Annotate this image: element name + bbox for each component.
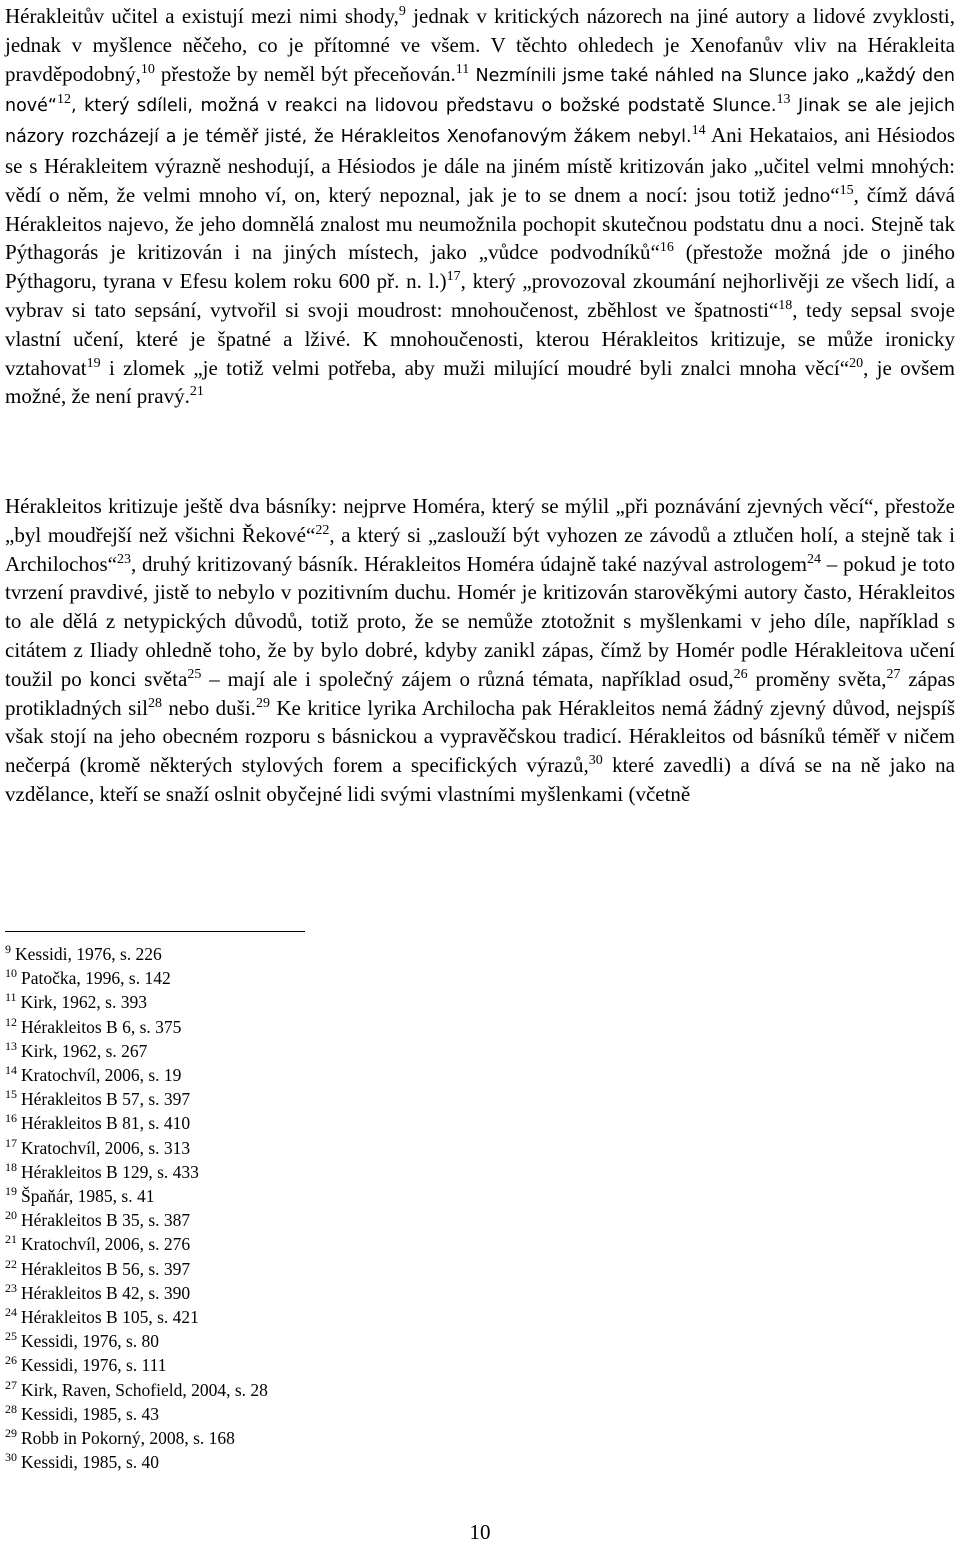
footnote-number: 11 xyxy=(5,990,17,1005)
text-run: , který „provozoval zkoumání nejhorlivěji ze všech lidí, a vybrav si tato sepsání, vytvořil si svoji moudrost: mnohoučenost, zběhlost ve špatnosti“ xyxy=(5,269,955,322)
footnote-citation: Hérakleitos B 42, s. 390 xyxy=(21,1282,191,1303)
footnote-citation: Kessidi, 1985, s. 40 xyxy=(21,1452,160,1473)
footnote-citation: Kratochvíl, 2006, s. 19 xyxy=(21,1065,182,1086)
footnote-marker: 28 xyxy=(147,695,162,711)
footnote-number: 23 xyxy=(5,1280,17,1295)
footnote-item xyxy=(5,1111,605,1135)
footnote-item xyxy=(5,1208,605,1232)
text-run: které zavedli) a dívá se na ně jako na vzdělance, kteří se snaží oslnit obyčejné lidi svými vlastními myšlenkami (včetně xyxy=(5,753,955,806)
footnote-marker: 12 xyxy=(57,92,71,108)
footnote-marker: 19 xyxy=(86,355,101,371)
body-paragraph-1 xyxy=(5,2,955,411)
footnote-marker: 17 xyxy=(446,269,461,285)
footnote-number: 12 xyxy=(5,1014,17,1029)
text-run: , je ovšem možné, že není pravý. xyxy=(5,355,956,409)
text-run: (přestože možná jde o jiného Pýthagoru, tyrana v Efesu kolem roku 600 př. n. l.) xyxy=(5,240,955,294)
text-run: – pokud je toto tvrzení pravdivé, jistě to nebylo v pozitivním duchu. Homér je kritizován starověkými autory často, Hérakleitos to ale dělá z netypických důvodů, totiž proto, že se nemůže ztotožnit s myšlenkami v jeho díle, například s citátem z Iliady ohledně toho, že by bylo dobré, kdyby zanikl zápas, čímž by Homér podle Hérakleitova učení toužil po konci světa xyxy=(5,551,955,691)
footnote-marker: 15 xyxy=(839,182,854,198)
text-run: nebo duši. xyxy=(161,695,256,720)
text-run: přestože by neměl být přeceňován. xyxy=(154,61,456,86)
footnote-item xyxy=(5,1426,605,1450)
footnote-number: 9 xyxy=(5,942,11,956)
footnote-citation: Hérakleitos B 6, s. 375 xyxy=(21,1016,182,1037)
footnote-citation: Hérakleitos B 56, s. 397 xyxy=(21,1258,191,1279)
footnote-citation: Kratochvíl, 2006, s. 276 xyxy=(21,1234,191,1255)
footnote-marker: 21 xyxy=(189,384,204,400)
footnote-number: 19 xyxy=(5,1184,17,1199)
footnote-item xyxy=(5,1329,605,1353)
footnote-marker: 14 xyxy=(691,123,706,139)
footnote-item xyxy=(5,1353,605,1377)
footnote-item xyxy=(5,1257,605,1281)
footnote-citation: Kirk, 1962, s. 393 xyxy=(20,992,147,1013)
footnote-number: 29 xyxy=(5,1426,17,1441)
footnote-number: 24 xyxy=(5,1305,17,1320)
footnote-item xyxy=(5,1063,605,1087)
footnote-citation: Špaňár, 1985, s. 41 xyxy=(21,1186,155,1207)
paragraph-text xyxy=(5,492,955,809)
footnote-item xyxy=(5,990,605,1014)
footnote-item xyxy=(5,1281,605,1305)
footnote-number: 14 xyxy=(5,1063,17,1078)
footnote-citation: Hérakleitos B 129, s. 433 xyxy=(21,1161,199,1182)
footnote-citation: Kirk, 1962, s. 267 xyxy=(21,1040,148,1061)
footnote-number: 21 xyxy=(5,1232,17,1247)
text-run: , a který si „zaslouží být vyhozen ze závodů a ztlučen holí, a stejně tak i Archilochos“ xyxy=(5,522,955,576)
footnote-marker: 18 xyxy=(778,297,793,313)
text-run: zápas protikladných sil xyxy=(5,666,955,720)
footnote-citation: Patočka, 1996, s. 142 xyxy=(21,968,171,989)
text-run: Hérakleitos kritizuje ještě dva básníky: nejprve Homéra, který se mýlil „při poznávání zjevných věcí“, přestože „byl moudřejší než všichni Řekové“ xyxy=(5,494,955,547)
footnote-marker: 23 xyxy=(116,551,131,567)
footnote-marker: 20 xyxy=(849,355,864,371)
footnote-marker: 26 xyxy=(733,666,748,682)
footnote-number: 28 xyxy=(5,1401,17,1416)
footnote-marker: 10 xyxy=(140,61,155,77)
footnotes-list xyxy=(5,942,605,1474)
footnote-citation: Kessidi, 1976, s. 111 xyxy=(21,1355,167,1376)
footnote-citation: Kessidi, 1976, s. 80 xyxy=(21,1331,160,1352)
footnote-number: 26 xyxy=(5,1353,17,1368)
footnote-number: 18 xyxy=(5,1159,17,1174)
footnote-marker: 25 xyxy=(187,666,202,682)
footnote-item xyxy=(5,942,605,966)
footnote-marker: 30 xyxy=(588,753,603,769)
footnote-number: 30 xyxy=(5,1450,17,1465)
text-run: Ke kritice lyrika Archilocha pak Hérakleitos nemá žádný zjevný důvod, nejspíš však stojí na jeho obecném rozporu s básnickou a vypravěčskou tradicí. Hérakleitos od básníků téměř v ničem nečerpá (kromě některých stylových forem a specifických výrazů, xyxy=(5,695,955,778)
footnote-item xyxy=(5,1160,605,1184)
footnote-marker: 24 xyxy=(807,551,822,567)
footnote-marker: 27 xyxy=(886,666,901,682)
footnote-number: 25 xyxy=(5,1329,17,1344)
text-run: jednak v kritických názorech na jiné autory a lidové zvyklosti, jednak v myšlence něčeho, co je přítomné ve všem. V těchto ohledech je Xenofanův vliv na Hérakleita pravděpodobný, xyxy=(5,4,955,86)
footnote-marker: 13 xyxy=(776,92,791,108)
text-run: i zlomek „je totiž velmi potřeba, aby muži milující moudré byli znalci mnoha věcí“ xyxy=(100,355,850,380)
footnote-marker: 16 xyxy=(659,240,674,256)
footnote-item xyxy=(5,1305,605,1329)
page-number: 10 xyxy=(469,1520,491,1544)
body-paragraph-2 xyxy=(5,492,955,809)
footnote-number: 15 xyxy=(5,1087,17,1102)
footnote-number: 17 xyxy=(5,1135,17,1150)
footnote-citation: Kessidi, 1976, s. 226 xyxy=(15,944,162,964)
footnote-marker: 9 xyxy=(398,4,406,19)
text-run: , čímž dává Hérakleitos najevo, že jeho domnělá znalost mu neumožnila pochopit skutečnou podstatu dnu a noci. Stejně tak Pýthagorás je kritizován i na jiných místech, jako „vůdce podvodníků“ xyxy=(5,182,955,265)
footnote-citation: Hérakleitos B 35, s. 387 xyxy=(21,1210,191,1231)
footnote-citation: Hérakleitos B 105, s. 421 xyxy=(21,1307,199,1328)
text-run: Hérakleitův učitel a existují mezi nimi shody, xyxy=(5,4,399,28)
text-run: Ani Hekataios, ani Hésiodos se s Hérakleitem výrazně neshodují, a Hésiodos je dále na jiném místě kritizován jako „učitel velmi mnohých: vědí o něm, že velmi mnoho ví, on, který nepoznal, jak je to se dnem a nocí: jsou totiž jedno“ xyxy=(5,123,955,207)
footnote-item xyxy=(5,1378,605,1402)
text-run-sans: , který sdíleli, možná v reakci na lidovou představu o božské podstatě Slunce. xyxy=(71,96,777,117)
footnote-item xyxy=(5,966,605,990)
footnote-citation: Robb in Pokorný, 2008, s. 168 xyxy=(21,1428,235,1449)
footnote-marker: 11 xyxy=(455,61,470,77)
footnote-citation: Hérakleitos B 81, s. 410 xyxy=(21,1113,191,1134)
footnote-number: 22 xyxy=(5,1256,17,1271)
footnote-citation: Hérakleitos B 57, s. 397 xyxy=(21,1089,191,1110)
footnote-number: 10 xyxy=(5,966,17,981)
text-run: proměny světa, xyxy=(747,666,887,691)
text-run-sans: Jinak se ale jejich názory rozcházejí a je téměř jisté, že Hérakleitos Xenofanovým žákem nebyl. xyxy=(5,96,955,148)
footnote-citation: Kirk, Raven, Schofield, 2004, s. 28 xyxy=(21,1379,268,1400)
footnote-item xyxy=(5,1402,605,1426)
text-run: , tedy sepsal svoje vlastní učení, které je špatné a lživé. K mnohoučenosti, kterou Hérakleitos kritizuje, se může ironicky vztahovat xyxy=(5,297,956,380)
footnote-citation: Kessidi, 1985, s. 43 xyxy=(21,1403,160,1424)
footnote-number: 16 xyxy=(5,1111,17,1126)
footnote-item xyxy=(5,1232,605,1256)
text-run-sans: Nezmínili jsme také náhled na Slunce jako „každý den nové“ xyxy=(5,65,955,117)
footnote-number: 13 xyxy=(5,1038,17,1053)
paragraph-text xyxy=(5,2,955,411)
footnote-item xyxy=(5,1015,605,1039)
footnote-item xyxy=(5,1087,605,1111)
footnote-citation: Kratochvíl, 2006, s. 313 xyxy=(21,1137,191,1158)
footnote-number: 27 xyxy=(5,1377,17,1392)
footnote-separator xyxy=(5,931,305,932)
text-run: , druhý kritizovaný básník. Hérakleitos Homéra údajně také nazýval astrologem xyxy=(130,551,808,576)
footnote-number: 20 xyxy=(5,1208,17,1223)
footnote-marker: 22 xyxy=(315,522,330,538)
footnote-marker: 29 xyxy=(255,695,270,711)
footnote-item xyxy=(5,1136,605,1160)
footnote-item xyxy=(5,1450,605,1474)
text-run: – mají ale i společný zájem o různá témata, například osud, xyxy=(201,666,734,691)
footnote-item xyxy=(5,1184,605,1208)
footnote-item xyxy=(5,1039,605,1063)
